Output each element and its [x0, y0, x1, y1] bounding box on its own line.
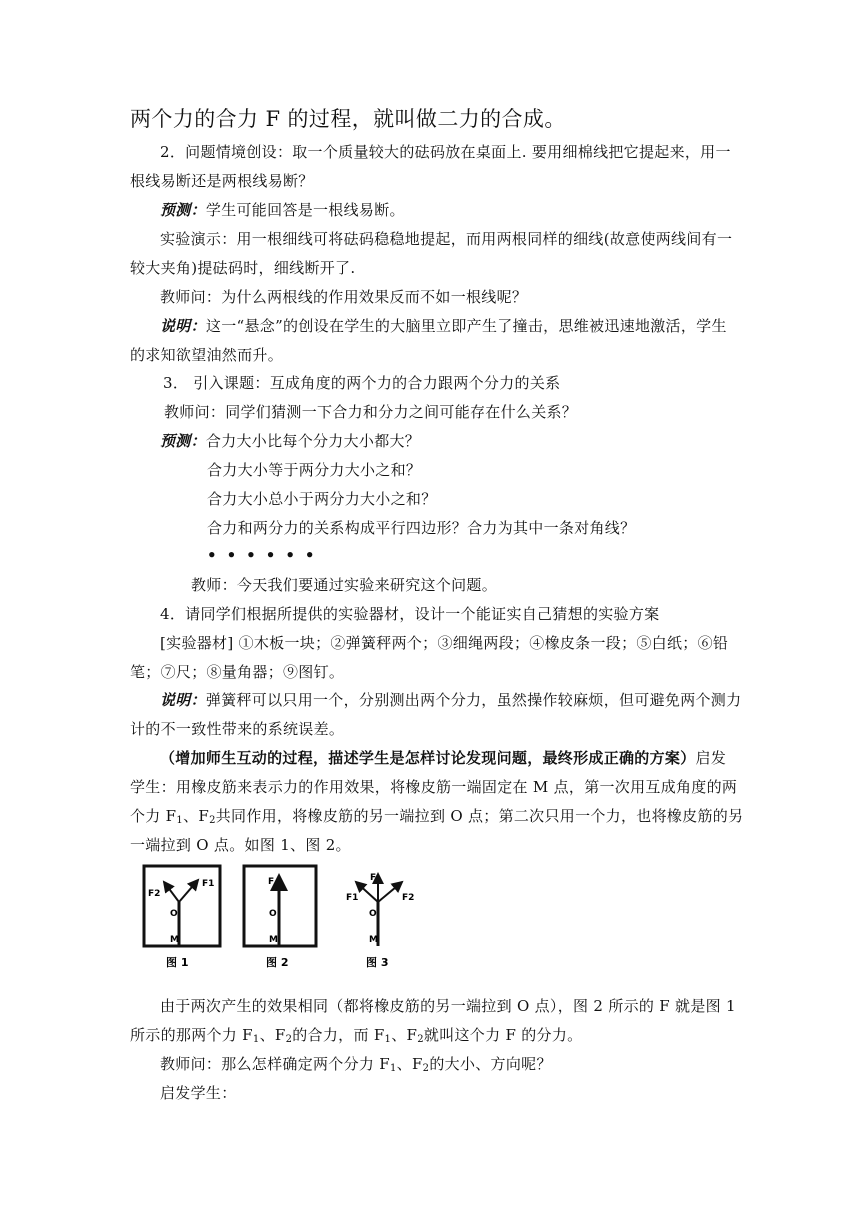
paragraph-text: 弹簧秤可以只用一个，分别测出两个分力，虽然操作较麻烦，但可避免两个测力: [205, 691, 742, 709]
paragraph-text: 启发: [695, 749, 727, 767]
subscript: 2: [417, 1034, 424, 1045]
caption-figure-1: 图 1: [166, 956, 189, 969]
label-m: M: [369, 935, 378, 945]
text-run: 的大小、方向呢？: [429, 1055, 552, 1073]
paragraph-line: 教师问：为什么两根线的作用效果反而不如一根线呢？: [160, 288, 528, 306]
force-arrow-f1: [356, 882, 378, 902]
label-f1: F1: [346, 893, 359, 903]
text-run: 、F: [259, 1026, 286, 1044]
note-label: 说明：: [160, 691, 206, 709]
text-run: 所示的那两个力 F: [130, 1026, 253, 1044]
figure-1: [144, 866, 220, 969]
text-run: 就叫这个力 F 的分力。: [423, 1026, 583, 1044]
label-f2: F2: [148, 889, 161, 899]
subscript: 2: [285, 1034, 293, 1045]
paragraph-line: 实验演示：用一根细线可将砝码稳稳地提起，而用两根同样的细线(故意使两线间有一: [160, 230, 733, 248]
label-o: O: [269, 909, 277, 919]
paragraph-line: [160, 431, 420, 451]
label-f1: F1: [202, 879, 215, 889]
paragraph-text: 这一“悬念”的创设在学生的大脑里立即产生了撞击，思维被迅速地激活，学生: [205, 317, 727, 335]
force-arrow-f1: [179, 880, 198, 902]
subscript: 1: [384, 1034, 392, 1045]
text-run: 、F: [391, 1026, 418, 1044]
label-m: M: [170, 935, 179, 945]
paragraph-line: 计的不一致性带来的系统误差。: [130, 720, 345, 738]
paragraph-line: 两个力的合力 F 的过程，就叫做二力的合成。: [130, 107, 566, 131]
paragraph-line: [实验器材] ①木板一块；②弹簧秤两个；③细绳两段；④橡皮条一段；⑤白纸；⑥铅: [160, 634, 729, 652]
label-o: O: [170, 909, 178, 919]
paragraph-line: 4．请同学们根据所提供的实验器材，设计一个能证实自己猜想的实验方案: [160, 605, 660, 623]
label-o: O: [369, 909, 377, 919]
subscript: 1: [252, 1034, 260, 1045]
paragraph-line: 教师：今天我们要通过实验来研究这个问题。: [191, 576, 498, 594]
paragraph-line: 较大夹角)提砝码时，细线断开了.: [130, 259, 356, 277]
paragraph-line: 3． 引入课题：互成角度的两个力的合力跟两个分力的关系: [163, 374, 561, 392]
paragraph-line: 根线易断还是两根线易断？: [130, 172, 314, 190]
text-run: 的合力，而 F: [292, 1026, 385, 1044]
paragraph-line: 由于两次产生的效果相同（都将橡皮筋的另一端拉到 O 点），图 2 所示的 F 就是图 1: [160, 997, 736, 1015]
figure-1-frame: [144, 866, 220, 946]
prediction-label: 预测：: [160, 432, 206, 450]
paragraph-line: 学生：用橡皮筋来表示力的作用效果，将橡皮筋一端固定在 M 点，第一次用互成角度的两: [130, 778, 738, 796]
paragraph-line: 2．问题情境创设：取一个质量较大的砝码放在桌面上. 要用细棉线把它提起来，用一: [160, 143, 731, 161]
paragraph-line: [160, 690, 741, 710]
figure-3: [346, 873, 414, 969]
subscript: 2: [209, 815, 216, 826]
caption-figure-3: 图 3: [366, 956, 389, 969]
ellipsis-dots: ••••••: [207, 546, 325, 564]
text-run: 个力 F: [130, 807, 177, 825]
paragraph-line: [160, 748, 726, 768]
paragraph-line: [130, 806, 743, 826]
paragraph-text: 学生可能回答是一根线易断。: [205, 201, 405, 219]
paragraph-line: [160, 1054, 552, 1074]
subscript: 1: [176, 815, 184, 826]
text-run: 教师问：那么怎样确定两个分力 F: [160, 1055, 390, 1073]
label-f2: F2: [402, 893, 415, 903]
paragraph-line: 合力和两分力的关系构成平行四边形？合力为其中一条对角线？: [207, 519, 636, 537]
subscript: 1: [389, 1063, 397, 1074]
subscript: 2: [422, 1063, 430, 1074]
paragraph-line: [160, 316, 727, 336]
text-run: 、F: [183, 807, 210, 825]
label-f: F: [370, 873, 377, 883]
text-run: 、F: [396, 1055, 423, 1073]
paragraph-text: 合力大小比每个分力大小都大？: [205, 432, 421, 450]
paragraph-line: 笔；⑦尺；⑧量角器；⑨图钉。: [130, 663, 345, 681]
figure-2: [244, 866, 316, 969]
label-m: M: [269, 935, 278, 945]
paragraph-line: 合力大小等于两分力大小之和？: [207, 461, 422, 479]
prediction-label: 预测：: [160, 201, 206, 219]
paragraph-line: 教师问：同学们猜测一下合力和分力之间可能存在什么关系？: [164, 403, 578, 421]
paragraph-line: 的求知欲望油然而升。: [130, 346, 284, 364]
force-arrow-f2: [164, 882, 179, 902]
text-run: 共同作用，将橡皮筋的另一端拉到 O 点；第二次只用一个力，也将橡皮筋的另: [215, 807, 744, 825]
note-label: 说明：: [160, 317, 206, 335]
force-arrow-f2: [378, 882, 402, 902]
paragraph-line: 合力大小总小于两分力大小之和？: [207, 490, 437, 508]
paragraph-line: 一端拉到 O 点。如图 1、图 2。: [130, 836, 351, 854]
paragraph-line: [160, 200, 405, 220]
paragraph-line: [130, 1025, 582, 1045]
figures-image: [140, 862, 420, 974]
caption-figure-2: 图 2: [266, 956, 289, 969]
label-f: F: [268, 877, 275, 887]
paragraph-line: 启发学生：: [160, 1084, 237, 1102]
bold-instruction: （增加师生互动的过程，描述学生是怎样讨论发现问题，最终形成正确的方案）: [160, 749, 696, 767]
